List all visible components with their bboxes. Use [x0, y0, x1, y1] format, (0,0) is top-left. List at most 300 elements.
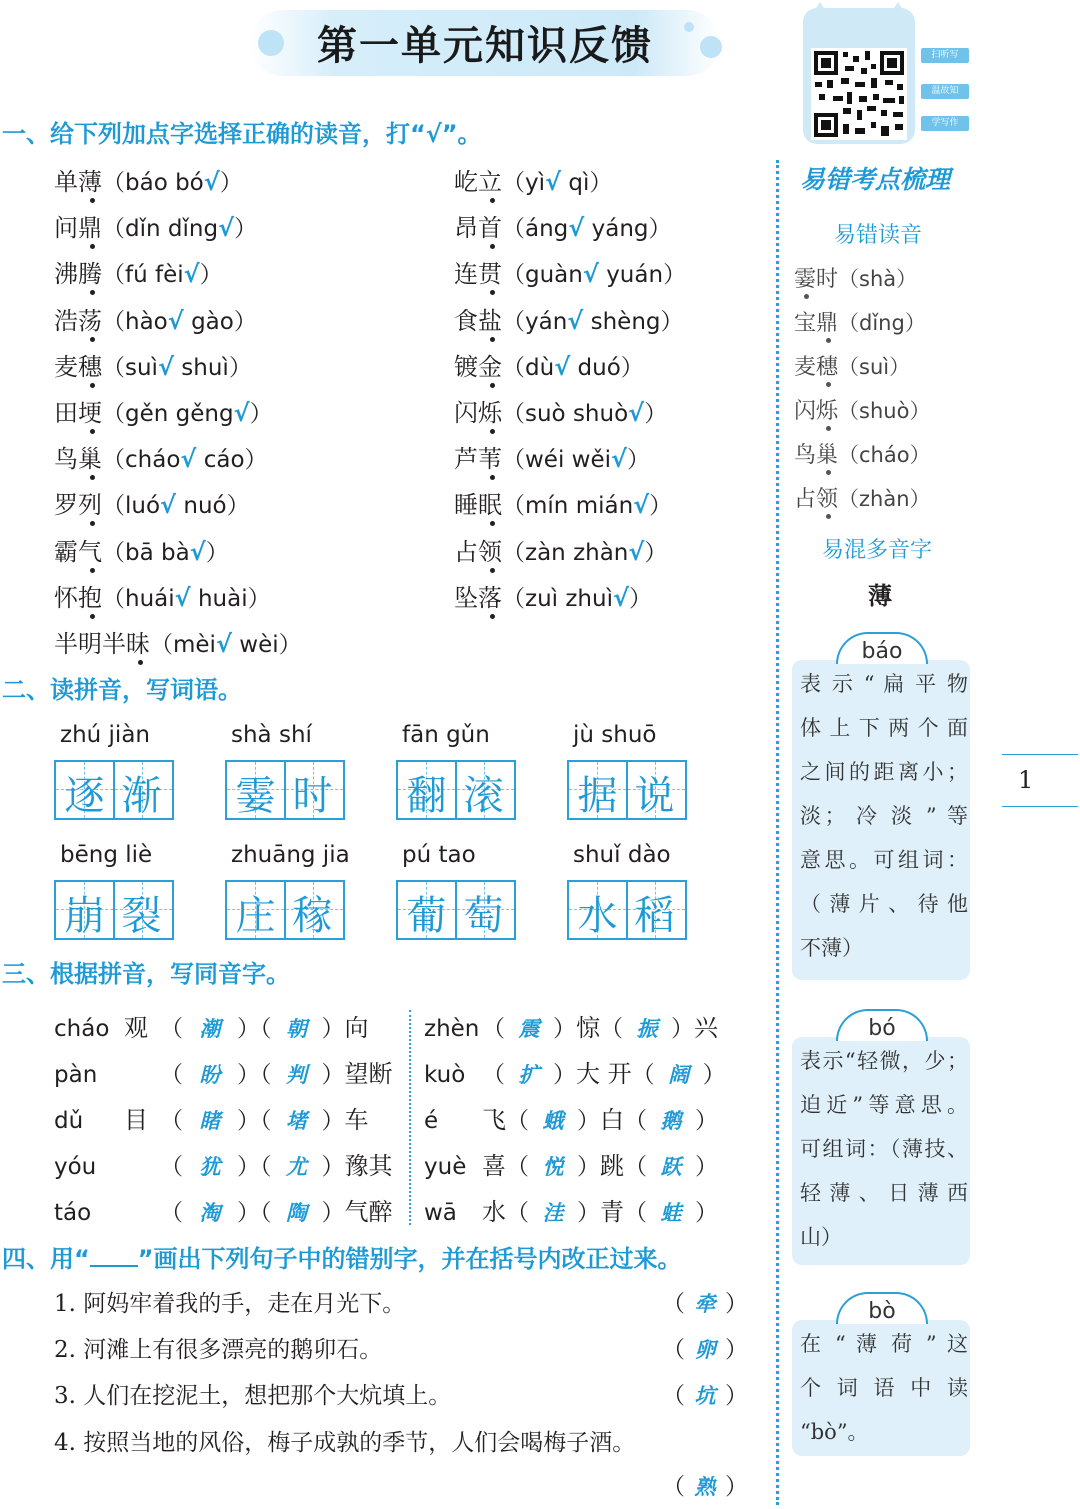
reading-option: mián	[575, 493, 634, 520]
reading-word: 占领	[794, 487, 839, 512]
polyphone-line: 可组词：（薄技、	[800, 1137, 968, 1161]
paren-open: （	[160, 1016, 183, 1042]
spacer	[584, 216, 591, 242]
paren-close: ）	[577, 1154, 600, 1180]
tianzige-pair	[225, 880, 345, 940]
answer-char: 蛙	[660, 1200, 682, 1225]
polyphone-line: 淡； 冷 淡 ” 等	[800, 804, 968, 828]
checkmark-icon: √	[628, 399, 645, 427]
answer-char: 庄	[235, 893, 276, 939]
polyphone-line: 意思。可组词：	[800, 848, 968, 872]
answer-char: 据	[577, 773, 618, 819]
paren-close: ）	[660, 308, 684, 335]
paren-open: （	[502, 354, 525, 381]
polyphone-line: 表示“轻微，少；	[800, 1049, 968, 1073]
checkmark-icon: √	[568, 214, 585, 243]
reading-option: fú	[125, 262, 148, 289]
polyphone-line: 山）	[800, 1225, 842, 1249]
sidebar-reading	[794, 394, 930, 425]
paren-open: （	[662, 1474, 685, 1500]
reading-option: dǐn	[125, 216, 161, 243]
checkmark-icon: √	[203, 168, 220, 196]
correction-answer: 卵	[694, 1337, 716, 1362]
polyphone-line: “bò”。	[800, 1420, 869, 1444]
sidebar-reading	[794, 306, 926, 337]
section3-divider	[409, 1010, 411, 1225]
pinyin-label: wā	[424, 1200, 457, 1226]
paren-close: ）	[228, 354, 252, 381]
checkmark-icon: √	[189, 537, 206, 566]
reading-word: 屹立	[454, 168, 502, 196]
paren-close: ）	[695, 1200, 718, 1226]
reading-item	[54, 532, 229, 567]
reading-option: gěn	[125, 401, 169, 427]
pinyin-label: pú tao	[402, 842, 476, 868]
section4-heading	[2, 1239, 682, 1274]
sidebar-reading	[794, 350, 910, 381]
homophone-row-left	[54, 1008, 369, 1043]
answer-char: 震	[518, 1016, 540, 1041]
pinyin-label: táo	[54, 1200, 92, 1226]
answer-char: 说	[634, 773, 675, 819]
paren-close: ）	[237, 1154, 260, 1180]
tianzige-pair	[54, 880, 174, 940]
paren-close: ）	[278, 632, 302, 658]
paren-close: ）	[237, 1200, 260, 1226]
answer-char: 睹	[199, 1108, 221, 1133]
answer-char: 蛾	[542, 1108, 564, 1133]
answer-char: 裂	[121, 893, 162, 939]
paren-close: ）	[695, 1154, 718, 1180]
polyphone-line: 轻 薄 、 日 薄 西	[800, 1181, 968, 1205]
fixed-char: 青	[600, 1198, 624, 1226]
correction-slot	[662, 1285, 748, 1318]
emphasis-dot	[490, 337, 495, 342]
answer-char: 稼	[292, 893, 333, 939]
reading-option: guàn	[525, 262, 583, 289]
paren-open: （	[260, 1200, 272, 1226]
paren-close: ）	[644, 539, 668, 566]
pinyin-label: dǔ	[54, 1108, 84, 1134]
paren-open: （	[482, 1016, 505, 1042]
section3-heading: 三、根据拼音，写同音字。	[2, 960, 290, 988]
fixed-char: 跳	[600, 1152, 624, 1180]
checkmark-icon: √	[183, 260, 200, 289]
reading-pinyin: suì	[859, 355, 890, 379]
reading-pinyin: shuò	[859, 399, 910, 423]
paren-close: ）	[226, 493, 250, 520]
paren-close: ）	[553, 1062, 576, 1088]
checkmark-icon: √	[545, 168, 562, 196]
pinyin-label: é	[424, 1108, 439, 1134]
reading-option: huài	[197, 585, 248, 612]
paren-open: （	[502, 170, 525, 196]
sentence-item: 1. 阿妈牢着我的手，走在月光下。	[54, 1291, 406, 1317]
checkmark-icon: √	[160, 491, 177, 520]
tianzige-pair	[396, 880, 516, 940]
paren-close: ）	[702, 1062, 726, 1088]
paren-open: （	[662, 1383, 685, 1409]
section4-heading-a: 四、用“	[2, 1245, 90, 1273]
reading-item	[454, 393, 667, 428]
homophone-row-right	[424, 1054, 726, 1089]
emphasis-dot	[490, 521, 495, 526]
paren-open: （	[506, 1108, 529, 1134]
paren-open: （	[102, 539, 125, 566]
paren-open: （	[838, 267, 860, 291]
sidebar-title: 易错考点梳理	[800, 165, 951, 194]
paren-close: ）	[909, 487, 931, 511]
answer-char: 稻	[634, 893, 675, 939]
pinyin-label: shà shí	[231, 722, 312, 748]
cat-ear-right	[884, 2, 912, 24]
paren-open: （	[502, 447, 525, 474]
reading-option: luó	[125, 493, 161, 520]
paren-close: ）	[577, 1200, 600, 1226]
reading-word: 镀金	[454, 352, 502, 381]
checkmark-icon: √	[612, 583, 629, 612]
homophone-row-left	[54, 1054, 393, 1089]
checkmark-icon: √	[218, 214, 235, 243]
paren-open: （	[838, 443, 860, 467]
reading-option: dù	[525, 354, 555, 381]
reading-option: suò	[525, 401, 566, 427]
paren-open: （	[506, 1154, 529, 1180]
polyphone-tab: bó	[836, 1009, 928, 1041]
reading-word: 浩荡	[54, 306, 102, 335]
spacer	[583, 309, 590, 335]
fixed-char: 兴	[694, 1014, 718, 1042]
checkmark-icon: √	[582, 260, 599, 289]
qr-code-icon[interactable]	[811, 48, 907, 140]
emphasis-dot	[826, 426, 831, 431]
emphasis-dot	[490, 198, 495, 203]
paren-close: ）	[321, 1016, 345, 1042]
reading-option: zhuì	[565, 585, 613, 612]
fixed-char: 向	[344, 1014, 369, 1042]
paren-open: （	[838, 311, 860, 335]
reading-word: 麦穗	[54, 352, 102, 381]
answer-char: 盼	[199, 1062, 221, 1087]
pinyin-label: jù shuō	[573, 722, 657, 748]
reading-option: duó	[577, 354, 621, 381]
fixed-char: 望断	[344, 1060, 393, 1088]
reading-option: dǐng	[167, 216, 219, 243]
answer-char: 滚	[463, 773, 504, 819]
reading-option: fèi	[155, 262, 184, 289]
polyphone-tab: báo	[836, 632, 928, 664]
paren-open: （	[502, 308, 525, 335]
checkmark-icon: √	[628, 537, 645, 566]
paren-open: （	[624, 1108, 647, 1134]
paren-open: （	[624, 1154, 647, 1180]
polyphone-line: 个 词 语 中 读	[800, 1376, 968, 1400]
reading-word: 宝鼎	[794, 311, 839, 336]
reading-word: 闪烁	[794, 399, 839, 424]
checkmark-icon: √	[233, 399, 250, 427]
correction-answer: 牵	[694, 1291, 716, 1316]
sidebar-reading	[794, 438, 931, 469]
spacer	[168, 401, 175, 427]
reading-option: báo	[125, 170, 168, 196]
pinyin-label: zhuāng jia	[231, 842, 350, 868]
sidebar-reading	[794, 262, 917, 293]
checkmark-icon: √	[215, 630, 232, 658]
reading-option: hào	[125, 308, 168, 335]
fixed-char: 大 开	[576, 1060, 632, 1088]
reading-option: wèi	[239, 632, 279, 658]
pinyin-label: cháo	[54, 1016, 110, 1042]
paren-close: ）	[649, 493, 673, 520]
spacer	[196, 447, 203, 473]
emphasis-dot	[826, 382, 831, 387]
checkmark-icon: √	[567, 306, 584, 335]
reading-word: 占领	[454, 537, 502, 566]
paren-close: ）	[234, 216, 258, 243]
page-number-rule-bottom	[1002, 806, 1078, 807]
answer-char: 悦	[542, 1154, 564, 1179]
paren-open: （	[102, 585, 125, 612]
reading-item	[54, 254, 223, 289]
spacer	[184, 309, 191, 335]
reading-pinyin: zhàn	[859, 487, 910, 511]
reading-item	[454, 301, 684, 336]
reading-item	[454, 578, 652, 613]
spacer	[161, 216, 168, 242]
reading-option: bà	[161, 539, 190, 566]
spacer	[148, 262, 155, 288]
paren-open: （	[838, 399, 860, 423]
reading-item	[54, 347, 252, 382]
pinyin-label: pàn	[54, 1062, 98, 1088]
paren-open: （	[502, 493, 525, 520]
fixed-char: 惊	[576, 1014, 600, 1042]
page-number: 1	[1018, 766, 1034, 794]
reading-option: cáo	[203, 447, 245, 474]
emphasis-dot	[90, 383, 95, 388]
paren-open: （	[102, 170, 125, 196]
reading-option: mín	[525, 493, 569, 520]
reading-option: yáng	[591, 216, 649, 243]
paren-open: （	[260, 1062, 272, 1088]
paren-close: ）	[199, 262, 223, 289]
reading-word: 沸腾	[54, 260, 102, 289]
emphasis-dot	[826, 514, 831, 519]
paren-close: ）	[896, 267, 918, 291]
paren-close: ）	[577, 1108, 600, 1134]
reading-item	[454, 347, 644, 382]
reading-item	[54, 439, 268, 474]
sentence-item: 2. 河滩上有很多漂亮的鹅卯石。	[54, 1337, 383, 1363]
spacer	[154, 540, 161, 566]
emphasis-dot	[90, 244, 95, 249]
paren-close: ）	[725, 1337, 748, 1363]
checkmark-icon: √	[554, 352, 571, 381]
fixed-char: 喜	[482, 1152, 506, 1180]
spacer	[566, 401, 573, 427]
emphasis-dot	[90, 429, 95, 434]
answer-char: 葡	[406, 893, 447, 939]
emphasis-dot	[490, 383, 495, 388]
sidebar-sub-polyphones: 易混多音字	[822, 538, 933, 563]
paren-close: ）	[648, 216, 672, 243]
reading-pinyin: shà	[859, 267, 897, 291]
answer-char: 鹅	[660, 1108, 682, 1133]
homophone-row-right	[424, 1146, 718, 1181]
reading-item	[454, 162, 612, 197]
polyphone-text	[800, 1039, 968, 1259]
paren-close: ）	[237, 1062, 260, 1088]
emphasis-dot	[90, 475, 95, 480]
fixed-char: 观	[124, 1014, 148, 1042]
paren-open: （	[502, 262, 525, 289]
reading-option: yuán	[606, 262, 664, 289]
reading-word: 鸟巢	[794, 443, 839, 468]
cat-ear-left	[806, 2, 834, 24]
emphasis-dot	[90, 198, 95, 203]
answer-char: 时	[292, 773, 333, 819]
reading-word: 鸟巢	[54, 445, 102, 474]
polyphone-line: 在 “ 薄 荷 ” 这	[800, 1332, 968, 1356]
reading-item	[454, 485, 672, 520]
reading-word: 睡眠	[454, 491, 502, 520]
paren-close: ）	[249, 401, 273, 427]
paren-open: （	[624, 1200, 647, 1226]
pinyin-label: zhèn	[424, 1016, 480, 1042]
qr-button-review[interactable]: 温故知	[921, 84, 969, 99]
tianzige-pair	[54, 760, 174, 820]
reading-word: 昂首	[454, 214, 502, 243]
paren-close: ）	[321, 1062, 345, 1088]
emphasis-dot	[90, 290, 95, 295]
paren-close: ）	[725, 1474, 748, 1500]
paren-close: ）	[644, 401, 668, 427]
paren-close: ）	[627, 447, 651, 474]
homophone-row-left	[54, 1100, 369, 1135]
reading-pinyin: cháo	[859, 443, 910, 467]
fixed-char: 飞	[482, 1106, 506, 1134]
answer-char: 振	[636, 1016, 658, 1041]
checkmark-icon: √	[157, 352, 174, 381]
reading-option: mèi	[173, 632, 216, 658]
reading-item	[54, 485, 250, 520]
emphasis-dot	[490, 568, 495, 573]
reading-option: shuò	[572, 401, 629, 427]
paren-open: （	[102, 493, 125, 520]
reading-option: cháo	[125, 447, 181, 474]
correction-slot	[662, 1377, 748, 1410]
answer-char: 跃	[660, 1154, 682, 1179]
tianzige-pair	[396, 760, 516, 820]
paren-close: ）	[247, 585, 271, 612]
sentence-item: 3. 人们在挖泥土，想把那个大炕填上。	[54, 1383, 452, 1409]
answer-char: 尤	[286, 1154, 307, 1179]
emphasis-dot	[90, 614, 95, 619]
answer-char: 朝	[286, 1016, 307, 1041]
underline-sample	[90, 1265, 138, 1267]
polyphone-text	[800, 662, 968, 970]
sidebar-reading	[794, 482, 931, 513]
reading-item	[454, 254, 686, 289]
reading-option: gào	[191, 308, 234, 335]
reading-word: 单薄	[54, 168, 102, 196]
paren-open: （	[506, 1200, 529, 1226]
fixed-char: 目	[124, 1106, 148, 1134]
pinyin-label: yóu	[54, 1154, 97, 1180]
reading-word: 连贯	[454, 260, 502, 289]
fixed-char: 车	[344, 1106, 369, 1134]
emphasis-dot	[490, 614, 495, 619]
answer-char: 霎	[235, 773, 276, 819]
paren-open: （	[502, 401, 525, 427]
checkmark-icon: √	[167, 306, 184, 335]
emphasis-dot	[804, 294, 809, 299]
reading-pinyin: dǐng	[859, 311, 905, 335]
tianzige-pair	[567, 760, 687, 820]
paren-close: ）	[553, 1016, 576, 1042]
fixed-char: 气醉	[344, 1198, 393, 1226]
reading-option: bā	[125, 539, 154, 566]
answer-char: 陶	[286, 1200, 307, 1225]
section1-heading: 一、给下列加点字选择正确的读音，打“√”。	[2, 120, 482, 148]
pinyin-label: zhú jiàn	[60, 722, 150, 748]
polyphone-line: 迫近”等意思。	[800, 1093, 968, 1117]
reading-item	[454, 532, 667, 567]
paren-open: （	[502, 539, 525, 566]
emphasis-dot	[490, 290, 495, 295]
paren-close: ）	[904, 311, 926, 335]
paren-close: ）	[889, 355, 911, 379]
paren-close: ）	[321, 1154, 345, 1180]
reading-option: wéi	[525, 447, 565, 474]
answer-char: 翻	[406, 773, 447, 819]
reading-word: 芦苇	[454, 445, 502, 474]
reading-item	[54, 393, 273, 428]
reading-word: 问鼎	[54, 214, 102, 243]
paren-open: （	[600, 1016, 623, 1042]
sidebar-sub-readings: 易错读音	[834, 223, 923, 248]
reading-word: 食盐	[454, 306, 502, 335]
qr-button-writing[interactable]: 学写作	[921, 116, 969, 131]
reading-option: yì	[525, 170, 546, 196]
answer-char: 潮	[199, 1016, 221, 1041]
page-title: 第一单元知识反馈	[317, 23, 653, 69]
spacer	[191, 586, 198, 612]
qr-button-dictation[interactable]: 扫听写	[921, 48, 969, 63]
homophone-row-right	[424, 1008, 718, 1043]
polyphone-line: 体 上 下 两 个 面	[800, 716, 968, 740]
pinyin-label: bēng liè	[60, 842, 153, 868]
paren-close: ）	[725, 1291, 748, 1317]
reading-option: shèng	[590, 308, 661, 335]
emphasis-dot	[490, 244, 495, 249]
paren-open: （	[160, 1108, 183, 1134]
reading-option: nuó	[183, 493, 227, 520]
paren-close: ）	[909, 399, 931, 423]
reading-word: 坠落	[454, 583, 502, 612]
reading-option: qì	[568, 170, 590, 196]
reading-option: áng	[525, 216, 569, 243]
paren-open: （	[102, 216, 125, 243]
reading-option: bó	[175, 170, 204, 196]
reading-word: 田埂	[54, 399, 102, 427]
tianzige-pair	[567, 880, 687, 940]
reading-word: 罗列	[54, 491, 102, 520]
paren-open: （	[160, 1062, 183, 1088]
emphasis-dot	[138, 660, 143, 665]
paren-open: （	[482, 1062, 505, 1088]
page-number-rule-top	[1002, 754, 1078, 755]
